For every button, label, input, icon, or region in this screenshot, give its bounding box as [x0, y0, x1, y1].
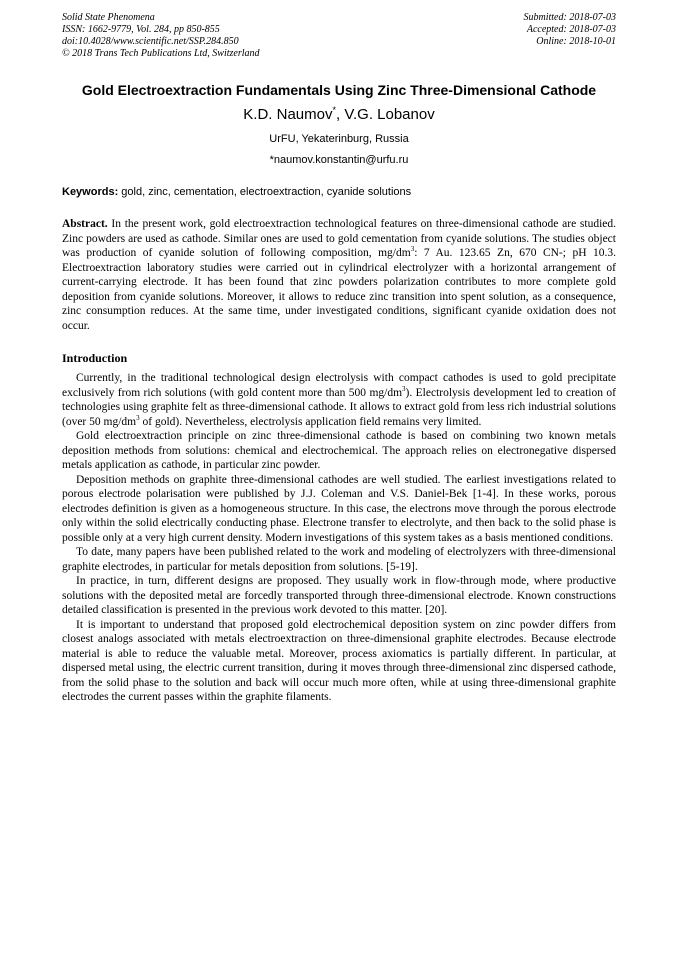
section-heading-introduction: Introduction [62, 351, 128, 365]
abstract-sup: 3 [410, 245, 415, 254]
doi-line: doi:10.4028/www.scientific.net/SSP.284.850 [62, 36, 239, 47]
intro-paragraph-4: To date, many papers have been published related to the work and modeling of electrolyzers with three-dimensional graphite electrodes, in particular for metals deposition from solutions. [5-19]. [62, 546, 616, 573]
abstract-label: Abstract. [62, 218, 108, 230]
journal-name: Solid State Phenomena [62, 12, 155, 23]
issn-line: ISSN: 1662-9779, Vol. 284, pp 850-855 [62, 24, 220, 35]
online-date: Online: 2018-10-01 [536, 36, 616, 47]
authors-line [62, 105, 616, 125]
paper-page [62, 12, 616, 705]
keywords [62, 185, 616, 199]
journal-info [62, 12, 362, 60]
intro-p1-sup-2: 3 [136, 413, 140, 422]
journal-header [62, 12, 616, 60]
dates-info [396, 12, 616, 60]
intro-p1-part-a: Currently, in the traditional technological design electrolysis with compact cathodes is used to gold precipitate exclusively from rich solutions (with gold content more than 500 mg/dm [62, 372, 616, 399]
intro-p1-part-b: ). Electrolysis development led to creation of technologies using graphite felt as three-dimensional cathode. It allows to extract gold from less rich industrial solutions (over 50 mg/dm [62, 386, 616, 428]
submitted-date: Submitted: 2018-07-03 [523, 12, 616, 23]
abstract [62, 217, 616, 333]
intro-paragraph-1 [62, 371, 616, 429]
intro-paragraph-6: It is important to understand that proposed gold electrochemical deposition system on zinc powder differs from closest analogs associated with metals electroextraction on three-dimensional graphite electrodes. Because electrode material is able to reduce the valuable metal. Moreover, process axiomatics is partially different. In particular, at dispersed metal using, the electric current transition, during it moves through three-dimensional zinc dispersed cathode, from the solid phase to the solution and back will occur much more often, while at using three-dimensional graphite electrodes the current passes within the graphite filaments. [62, 618, 616, 703]
keywords-label: Keywords: [62, 186, 119, 198]
author-rest: , V.G. Lobanov [336, 106, 435, 123]
corresponding-mark: * [332, 105, 337, 115]
affiliation: UrFU, Yekaterinburg, Russia [269, 133, 409, 145]
abstract-text-1: In the present work, gold electroextraction technological features on three-dimensional cathode are studied. Zinc powders are used as cathode. Similar ones are used to gold cementation from cyanide solutions. The studies object was production of cyanide solution of following composition, mg/dm [62, 218, 616, 259]
intro-p1-sup-1: 3 [402, 384, 406, 393]
introduction-body [62, 371, 616, 705]
intro-paragraph-2: Gold electroextraction principle on zinc three-dimensional cathode is based on combining two known metals deposition methods from solutions: chemical and electrochemical. The approach relies on electronegative dispersed metals application as cathode, in particular zinc powder. [62, 430, 616, 471]
copyright-line: © 2018 Trans Tech Publications Ltd, Switzerland [62, 48, 260, 59]
email: *naumov.konstantin@urfu.ru [269, 154, 409, 166]
accepted-date: Accepted: 2018-07-03 [526, 24, 616, 35]
paper-title: Gold Electroextraction Fundamentals Using Zinc Three-Dimensional Cathode [81, 82, 597, 98]
intro-paragraph-3: Deposition methods on graphite three-dimensional cathodes are well studied. The earliest investigations related to porous electrode polarisation were published by J.J. Coleman and V.S. Daniel-Bek [1-4]. In these works, porous electrodes definition is given as a homogeneous structure. In this case, the electrons move through the porous electrode only within the solid electrically conducting phase. Electrone transfer to electrolyte, and then back to the solid phase is possible only at a very high current density. Modern investigations of this system takes as a basis mentioned conditions. [62, 473, 616, 544]
intro-paragraph-5: In practice, in turn, different designs are proposed. They usually work in flow-through mode, where productive solutions with the deposited metal are forcedly transported through three-dimensional electrode. Known constructions detailed classification is presented in the previous work devoted to this matter. [20]. [62, 575, 616, 616]
author-first: K.D. Naumov [243, 106, 333, 123]
intro-p1-part-c: of gold). Nevertheless, electrolysis application field remains very limited. [139, 415, 482, 428]
keywords-text: gold, zinc, cementation, electroextraction, cyanide solutions [118, 186, 412, 198]
abstract-text-2: : 7 Au. 123.65 Zn, 670 CN-; pH 10.3. Electroextraction laboratory studies were carried out in cylindrical electrolyzer with a horizontal arrangement of current-carrying electrode. It has been found that zinc powders polarization contributes to more complete gold deposition from cyanide solutions. Moreover, it allows to reduce zinc transition into spent solution, as a consequence, zinc consumption reduces. At the same time, under investigated conditions, significant cyanide oxidation does not occur. [62, 247, 616, 332]
